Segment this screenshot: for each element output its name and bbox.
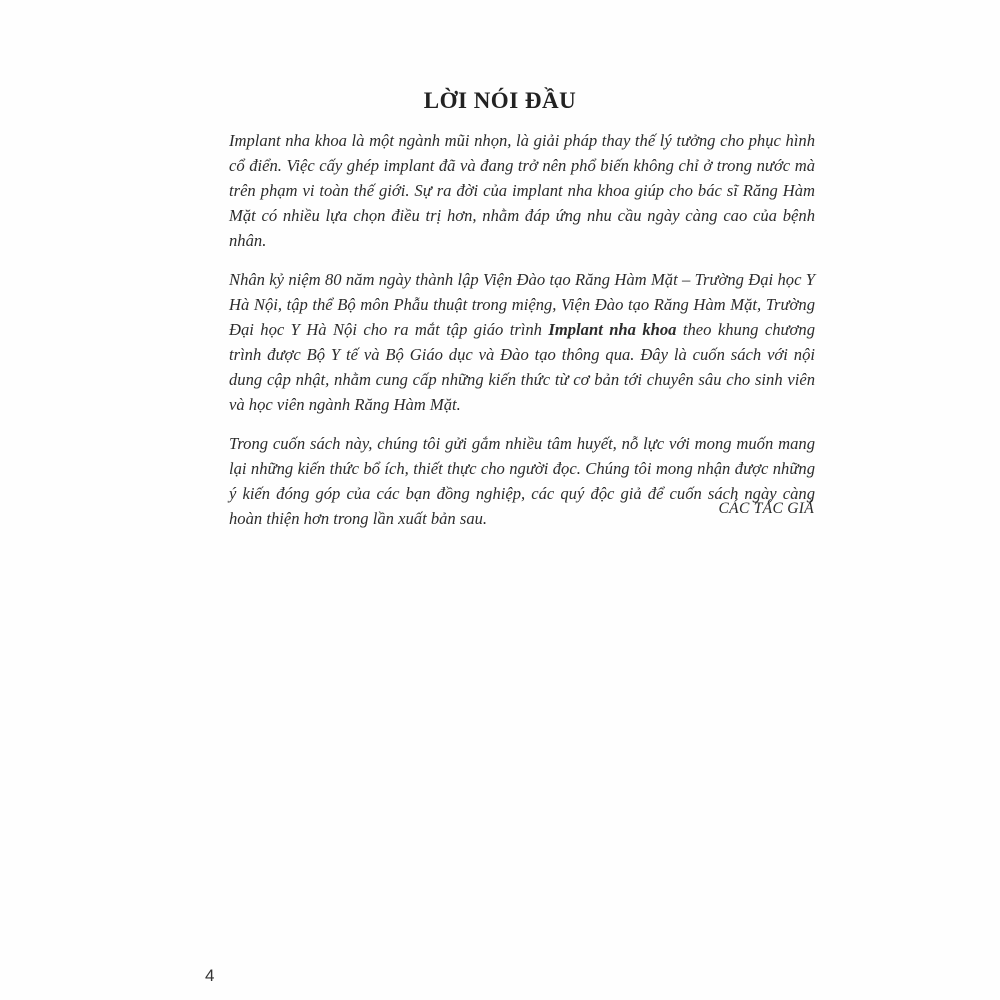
authors-signature: CÁC TÁC GIẢ <box>718 500 814 517</box>
page-number: 4 <box>205 966 215 985</box>
paragraph-3-text: Trong cuốn sách này, chúng tôi gửi gắm nhiều tâm huyết, nỗ lực với mong muốn mang lại những kiến thức bổ ích, thiết thực cho người đọc. Chúng tôi mong nhận được những ý kiến đóng góp của các bạn đồng nghiệp, các quý độc giả để cuốn sách ngày càng hoàn thiện hơn trong lần xuất bản sau. <box>229 434 815 528</box>
paragraph-2-text-start: Nhân kỷ niệm 80 năm ngày thành lập Viện Đào tạo Răng Hàm Mặt – Trường Đại học Y Hà Nội, tập thể Bộ môn Phẫu thuật trong miệng, Viện Đào tạo Răng Hàm Mặt, Trường Đại học Y Hà Nội cho ra mắt tập giáo trình <box>229 270 815 339</box>
preface-body <box>229 128 815 545</box>
book-title-emphasis: Implant nha khoa <box>548 320 677 339</box>
page-title: LỜI NÓI ĐẦU <box>423 88 577 113</box>
paragraph-2 <box>229 267 815 417</box>
paragraph-1-text: Implant nha khoa là một ngành mũi nhọn, là giải pháp thay thế lý tưởng cho phục hình cổ điển. Việc cấy ghép implant đã và đang trở nên phổ biến không chỉ ở trong nước mà trên phạm vi toàn thế giới. Sự ra đời của implant nha khoa giúp cho bác sĩ Răng Hàm Mặt có nhiều lựa chọn điều trị hơn, nhằm đáp ứng nhu cầu ngày càng cao của bệnh nhân. <box>229 131 815 250</box>
paragraph-2-text-end: theo khung chương trình được Bộ Y tế và Bộ Giáo dục và Đào tạo thông qua. Đây là cuốn sách với nội dung cập nhật, nhằm cung cấp những kiến thức từ cơ bản tới chuyên sâu cho sinh viên và học viên ngành Răng Hàm Mặt. <box>229 320 815 414</box>
paragraph-1 <box>229 128 815 253</box>
